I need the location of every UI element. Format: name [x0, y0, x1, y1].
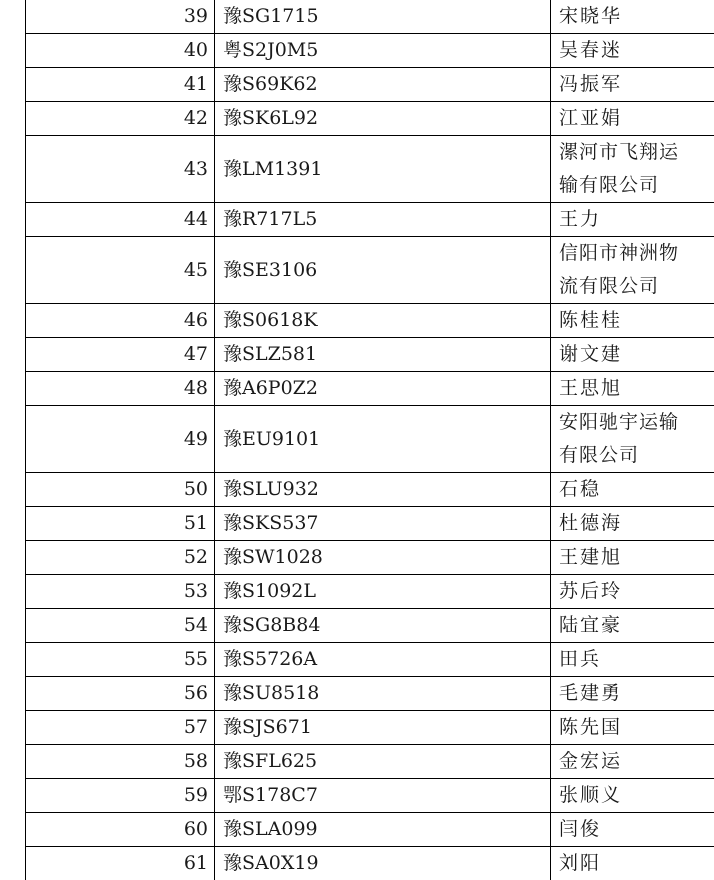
plate-number-cell: 豫S1092L — [215, 575, 551, 609]
owner-name-cell — [551, 575, 714, 609]
owner-name-cell — [551, 203, 714, 237]
owner-name-cell — [551, 102, 714, 136]
row-number-cell: 50 — [26, 473, 215, 507]
plate-number-cell: 豫R717L5 — [215, 203, 551, 237]
plate-number-cell: 豫SK6L92 — [215, 102, 551, 136]
row-number-cell: 39 — [26, 0, 215, 34]
table-row — [26, 745, 714, 779]
row-number-cell: 43 — [26, 136, 215, 203]
owner-name-cell — [551, 541, 714, 575]
plate-number-cell: 豫SKS537 — [215, 507, 551, 541]
owner-name-line: 张顺义 — [559, 784, 623, 806]
table-row — [26, 203, 714, 237]
owner-name-cell — [551, 609, 714, 643]
table-row — [26, 813, 714, 847]
table-row — [26, 304, 714, 338]
row-number-cell: 41 — [26, 68, 215, 102]
owner-name-cell — [551, 136, 714, 203]
plate-number-cell: 豫EU9101 — [215, 406, 551, 473]
owner-name-line: 王思旭 — [559, 377, 623, 399]
table-row — [26, 711, 714, 745]
table-row — [26, 102, 714, 136]
row-number-cell: 44 — [26, 203, 215, 237]
owner-name-cell — [551, 34, 714, 68]
plate-number-cell: 粤S2J0M5 — [215, 34, 551, 68]
owner-name-line: 石稳 — [559, 478, 602, 500]
owner-name-line: 闫俊 — [559, 818, 602, 840]
plate-number-cell: 鄂S178C7 — [215, 779, 551, 813]
row-number-cell: 60 — [26, 813, 215, 847]
owner-name-line: 王力 — [559, 208, 602, 230]
owner-name-cell — [551, 813, 714, 847]
owner-name-cell — [551, 0, 714, 34]
owner-name-cell — [551, 677, 714, 711]
row-number-cell: 40 — [26, 34, 215, 68]
owner-name-line: 苏后玲 — [559, 580, 623, 602]
owner-name-line: 王建旭 — [559, 546, 623, 568]
row-number-cell: 58 — [26, 745, 215, 779]
owner-name-line: 输有限公司 — [559, 174, 660, 196]
plate-number-cell: 豫SA0X19 — [215, 847, 551, 880]
table-row — [26, 473, 714, 507]
owner-name-cell — [551, 779, 714, 813]
row-number-cell: 48 — [26, 372, 215, 406]
row-number-cell: 59 — [26, 779, 215, 813]
owner-name-cell — [551, 338, 714, 372]
owner-name-line: 田兵 — [559, 648, 602, 670]
table-row — [26, 136, 714, 203]
table-row — [26, 643, 714, 677]
owner-name-line: 信阳市神洲物 — [559, 242, 680, 264]
row-number-cell: 42 — [26, 102, 215, 136]
owner-name-cell — [551, 304, 714, 338]
plate-number-cell: 豫S69K62 — [215, 68, 551, 102]
plate-number-cell: 豫SJS671 — [215, 711, 551, 745]
plate-number-cell: 豫SLU932 — [215, 473, 551, 507]
row-number-cell: 53 — [26, 575, 215, 609]
table-row — [26, 677, 714, 711]
row-number-cell: 54 — [26, 609, 215, 643]
table-row — [26, 372, 714, 406]
table-row — [26, 406, 714, 473]
owner-name-line: 漯河市飞翔运 — [559, 141, 680, 163]
plate-number-cell: 豫S5726A — [215, 643, 551, 677]
owner-name-line: 谢文建 — [559, 343, 623, 365]
table-row — [26, 68, 714, 102]
vehicle-owner-table — [25, 0, 714, 880]
owner-name-line: 毛建勇 — [559, 682, 623, 704]
owner-name-line: 陈桂桂 — [559, 309, 623, 331]
owner-name-line: 陆宜豪 — [559, 614, 623, 636]
owner-name-line: 江亚娟 — [559, 107, 623, 129]
owner-name-line: 有限公司 — [559, 444, 640, 466]
table-row — [26, 609, 714, 643]
owner-name-line: 陈先国 — [559, 716, 623, 738]
owner-name-line: 杜德海 — [559, 512, 623, 534]
plate-number-cell: 豫SE3106 — [215, 237, 551, 304]
owner-name-cell — [551, 237, 714, 304]
owner-name-cell — [551, 711, 714, 745]
table-row — [26, 847, 714, 880]
plate-number-cell: 豫SLZ581 — [215, 338, 551, 372]
owner-name-cell — [551, 847, 714, 880]
owner-name-line: 吴春迷 — [559, 39, 623, 61]
table-row — [26, 779, 714, 813]
row-number-cell: 52 — [26, 541, 215, 575]
plate-number-cell: 豫S0618K — [215, 304, 551, 338]
owner-name-line: 金宏运 — [559, 750, 623, 772]
table-row — [26, 338, 714, 372]
table-row — [26, 575, 714, 609]
plate-number-cell: 豫SLA099 — [215, 813, 551, 847]
plate-number-cell: 豫A6P0Z2 — [215, 372, 551, 406]
table-body — [26, 0, 714, 880]
table-row — [26, 0, 714, 34]
plate-number-cell: 豫SFL625 — [215, 745, 551, 779]
plate-number-cell: 豫SW1028 — [215, 541, 551, 575]
row-number-cell: 55 — [26, 643, 215, 677]
owner-name-line: 流有限公司 — [559, 275, 660, 297]
owner-name-cell — [551, 643, 714, 677]
row-number-cell: 45 — [26, 237, 215, 304]
owner-name-cell — [551, 68, 714, 102]
owner-name-line: 刘阳 — [559, 852, 602, 874]
plate-number-cell: 豫LM1391 — [215, 136, 551, 203]
owner-name-cell — [551, 406, 714, 473]
plate-number-cell: 豫SU8518 — [215, 677, 551, 711]
owner-name-line: 冯振军 — [559, 73, 623, 95]
row-number-cell: 57 — [26, 711, 215, 745]
owner-name-cell — [551, 473, 714, 507]
table-row — [26, 237, 714, 304]
table-row — [26, 507, 714, 541]
owner-name-cell — [551, 372, 714, 406]
row-number-cell: 49 — [26, 406, 215, 473]
row-number-cell: 47 — [26, 338, 215, 372]
owner-name-line: 宋晓华 — [559, 5, 623, 27]
row-number-cell: 51 — [26, 507, 215, 541]
row-number-cell: 56 — [26, 677, 215, 711]
plate-number-cell: 豫SG1715 — [215, 0, 551, 34]
owner-name-line: 安阳驰宇运输 — [559, 411, 680, 433]
plate-number-cell: 豫SG8B84 — [215, 609, 551, 643]
row-number-cell: 46 — [26, 304, 215, 338]
row-number-cell: 61 — [26, 847, 215, 880]
owner-name-cell — [551, 745, 714, 779]
owner-name-cell — [551, 507, 714, 541]
table-row — [26, 541, 714, 575]
table-row — [26, 34, 714, 68]
